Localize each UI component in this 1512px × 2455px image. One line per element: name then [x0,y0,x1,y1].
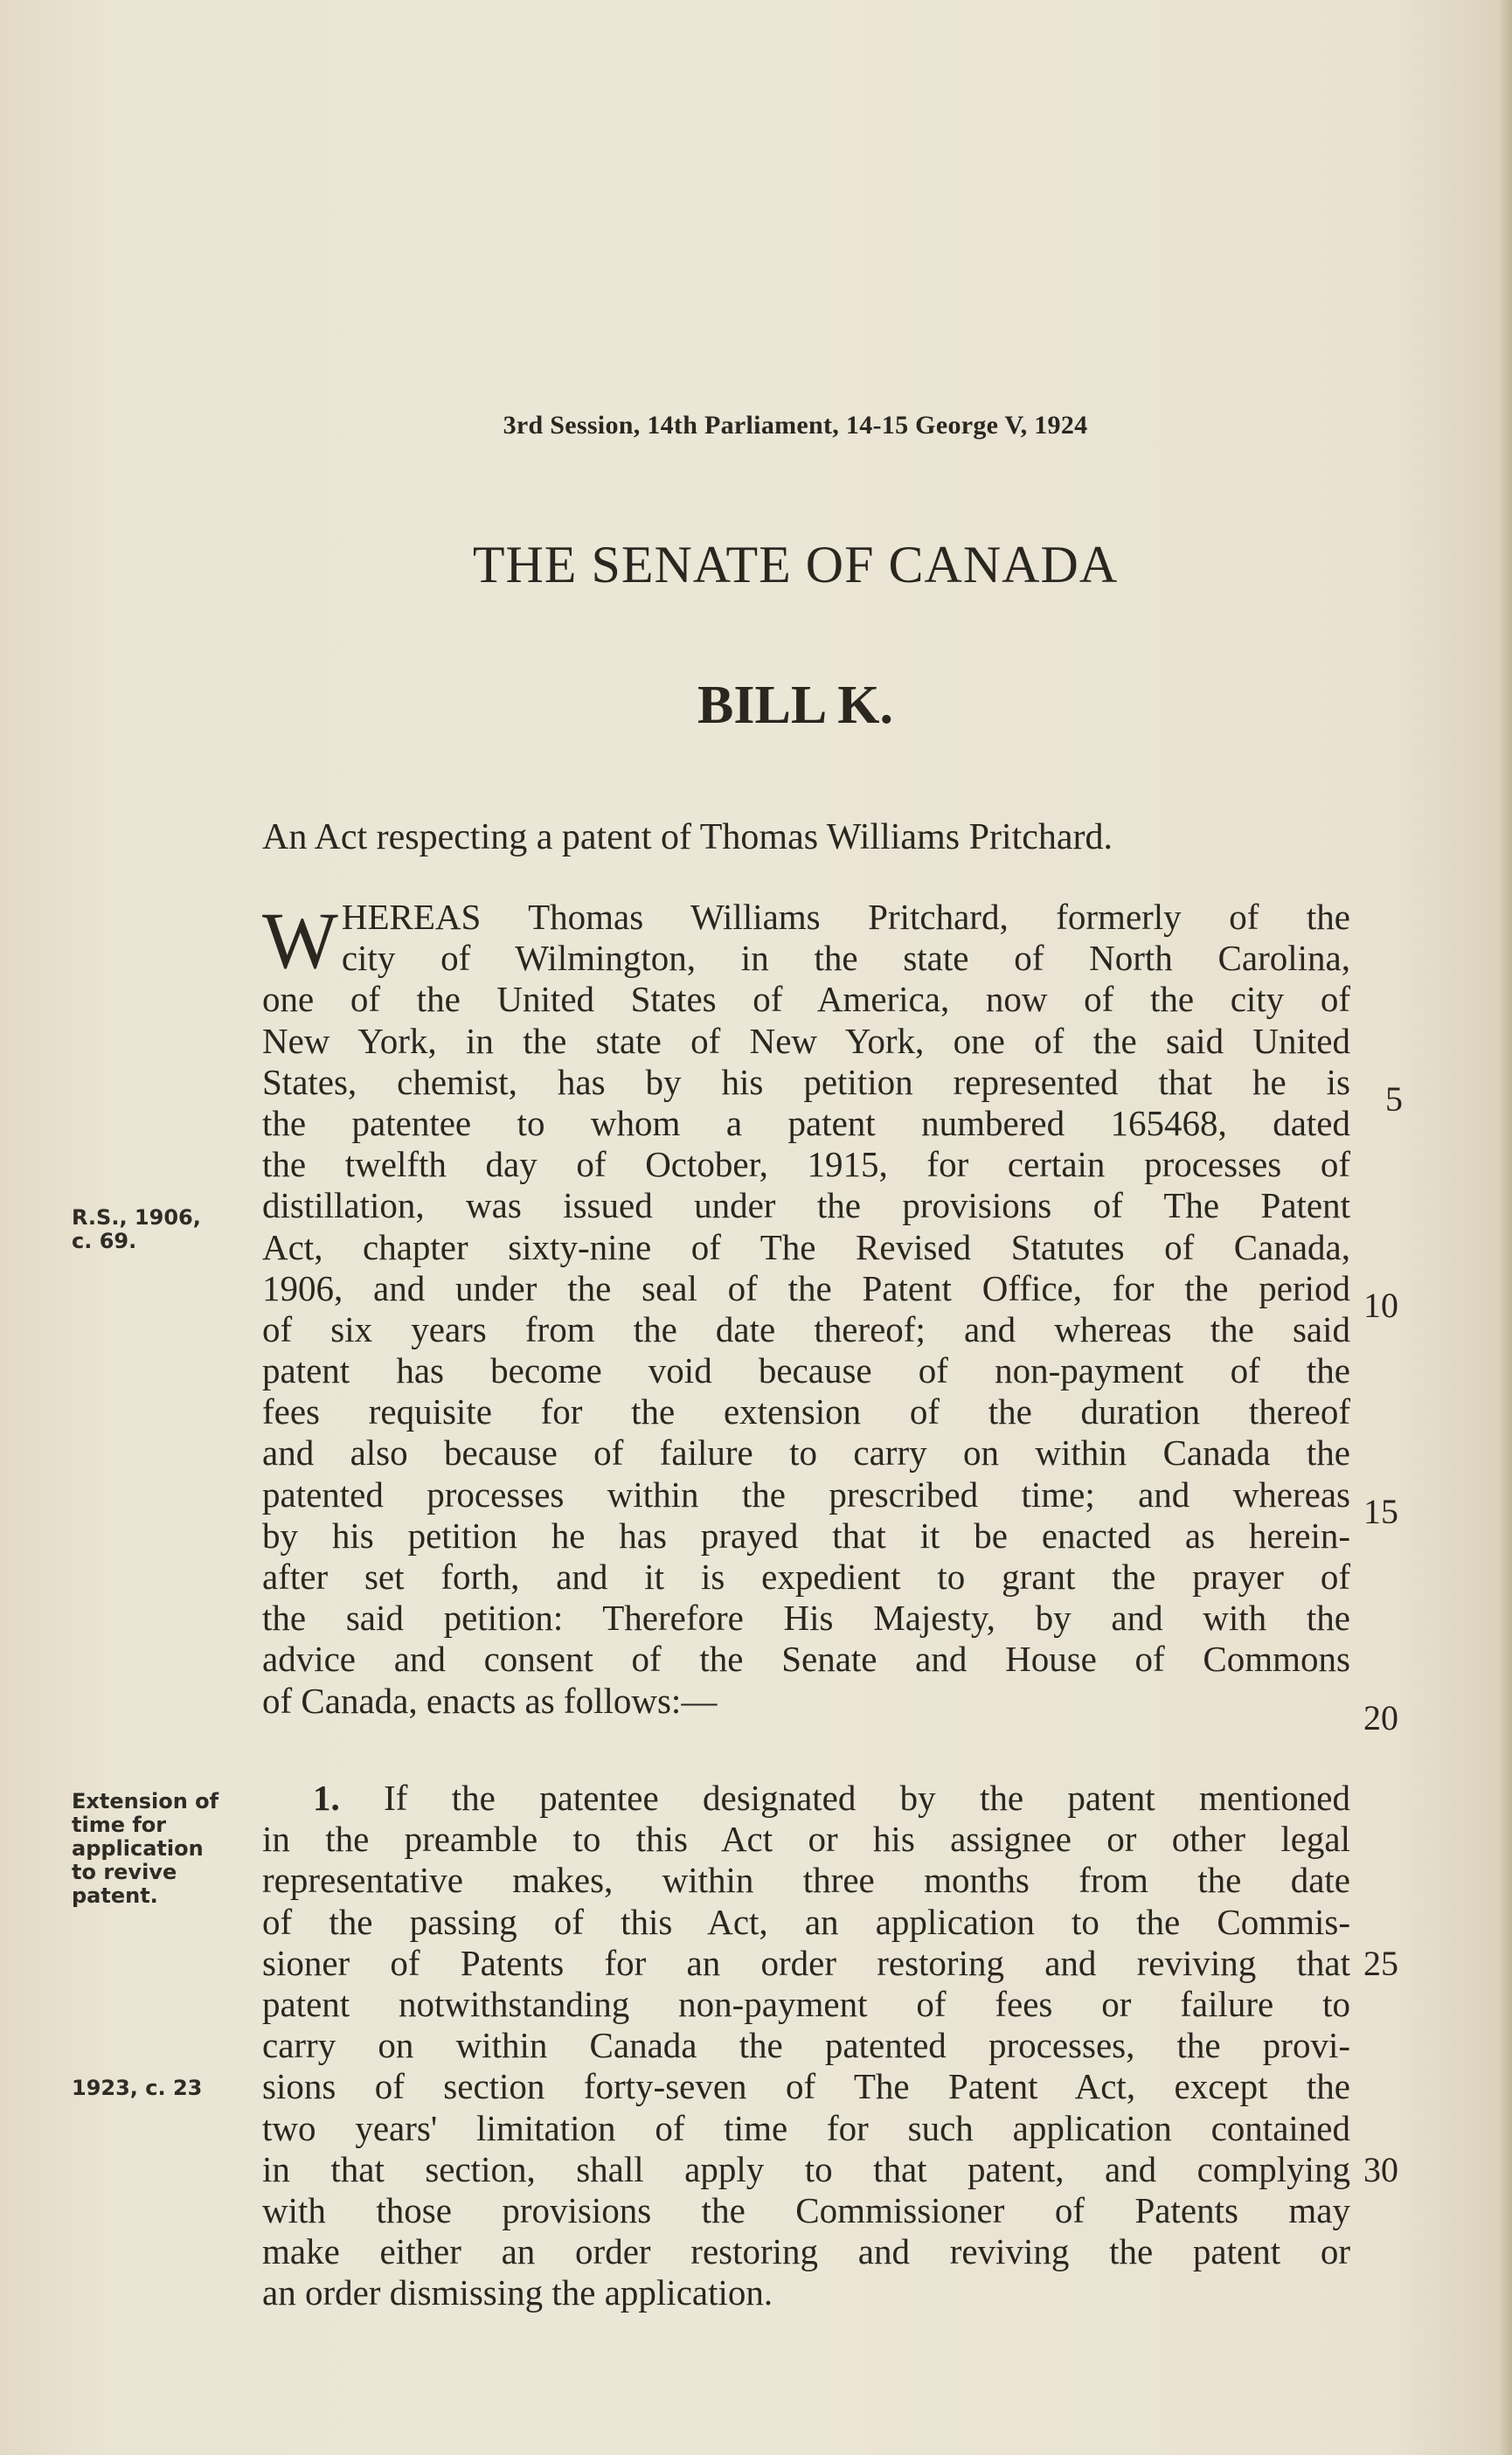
preamble-line: Act, chapter sixty-nine of The Revised Statutes of Canada, [262,1226,1350,1267]
preamble-line: HEREAS Thomas Williams Pritchard, formerly of the [341,897,1350,937]
preamble-line: and also because of failure to carry on within Canada the [262,1432,1350,1474]
section-line: in that section, shall apply to that patent, and complying [262,2148,1350,2189]
line-number: 30 [1363,2150,1398,2189]
margin-note-line: time for [72,1813,167,1837]
margin-note-rs-1906 [72,1206,246,1253]
section-line: in the preamble to this Act or his assignee or other legal [262,1819,1350,1860]
preamble [262,897,1350,1722]
drop-cap: W [262,896,338,985]
page-edge [1500,0,1512,2455]
act-title: An Act respecting a patent of Thomas Williams Pritchard. [262,817,1113,857]
margin-note-line: R.S., 1906, [72,1205,201,1230]
section-line: an order dismissing the application. [262,2272,773,2313]
preamble-line: New York, in the state of New York, one of the said United [262,1020,1350,1061]
section-line: sioner of Patents for an order restoring and reviving that [262,1942,1350,1983]
section-line: carry on within Canada the patented processes, the provi- [262,2025,1350,2066]
section-line: representative makes, within three months from the date [262,1860,1350,1901]
preamble-line: patented processes within the prescribed time; and whereas [262,1474,1350,1515]
section-line: sions of section forty-seven of The Patent Act, except the [262,2066,1350,2107]
preamble-line: the twelfth day of October, 1915, for certain processes of [262,1144,1350,1185]
margin-note-extension [72,1790,246,1908]
preamble-line: by his petition he has prayed that it be enacted as herein- [262,1515,1350,1556]
section-1 [262,1778,1350,2313]
margin-note-line: 1923, c. 23 [72,2076,203,2100]
preamble-line: of six years from the date thereof; and whereas the said [262,1308,1350,1349]
section-line: two years' limitation of time for such application contained [262,2107,1350,2148]
margin-note-line: application [72,1836,204,1861]
section-number: 1. [313,1778,340,1818]
preamble-line: fees requisite for the extension of the duration thereof [262,1391,1350,1432]
preamble-line: 1906, and under the seal of the Patent Office, for the period [262,1267,1350,1308]
margin-note-line: to revive [72,1860,177,1884]
section-line [262,1778,1350,1819]
section-line: patent notwithstanding non-payment of fees or failure to [262,1983,1350,2024]
margin-note-line: c. 69. [72,1229,137,1253]
line-number: 20 [1363,1698,1398,1737]
line-number: 25 [1363,1944,1398,1983]
preamble-line: advice and consent of the Senate and House of Commons [262,1639,1350,1680]
line-number: 10 [1363,1286,1398,1325]
section-first-line: If the patentee designated by the patent mentioned [384,1778,1350,1818]
preamble-line: city of Wilmington, in the state of North Carolina, [341,938,1350,979]
bill-title: BILL K. [697,676,893,735]
margin-note-line: patent. [72,1883,158,1908]
margin-note-1923 [72,2077,246,2100]
section-line: of the passing of this Act, an application to the Commis- [262,1901,1350,1942]
line-number: 5 [1385,1079,1403,1119]
line-number: 15 [1363,1492,1398,1531]
preamble-line: of Canada, enacts as follows:— [262,1680,718,1721]
preamble-line: one of the United States of America, now of the city of [262,979,1350,1020]
section-line: make either an order restoring and reviving the patent or [262,2231,1350,2272]
session-heading: 3rd Session, 14th Parliament, 14-15 George V, 1924 [503,411,1088,440]
margin-note-line: Extension of [72,1789,219,1814]
section-line: with those provisions the Commissioner of Patents may [262,2189,1350,2230]
preamble-line: the said petition: Therefore His Majesty, by and with the [262,1598,1350,1639]
preamble-line: after set forth, and it is expedient to grant the prayer of [262,1557,1350,1597]
senate-heading: THE SENATE OF CANADA [472,536,1119,593]
preamble-line: distillation, was issued under the provisions of The Patent [262,1185,1350,1226]
preamble-line: the patentee to whom a patent numbered 165468, dated [262,1102,1350,1143]
preamble-line: patent has become void because of non-payment of the [262,1350,1350,1391]
preamble-line: States, chemist, has by his petition represented that he is [262,1061,1350,1102]
